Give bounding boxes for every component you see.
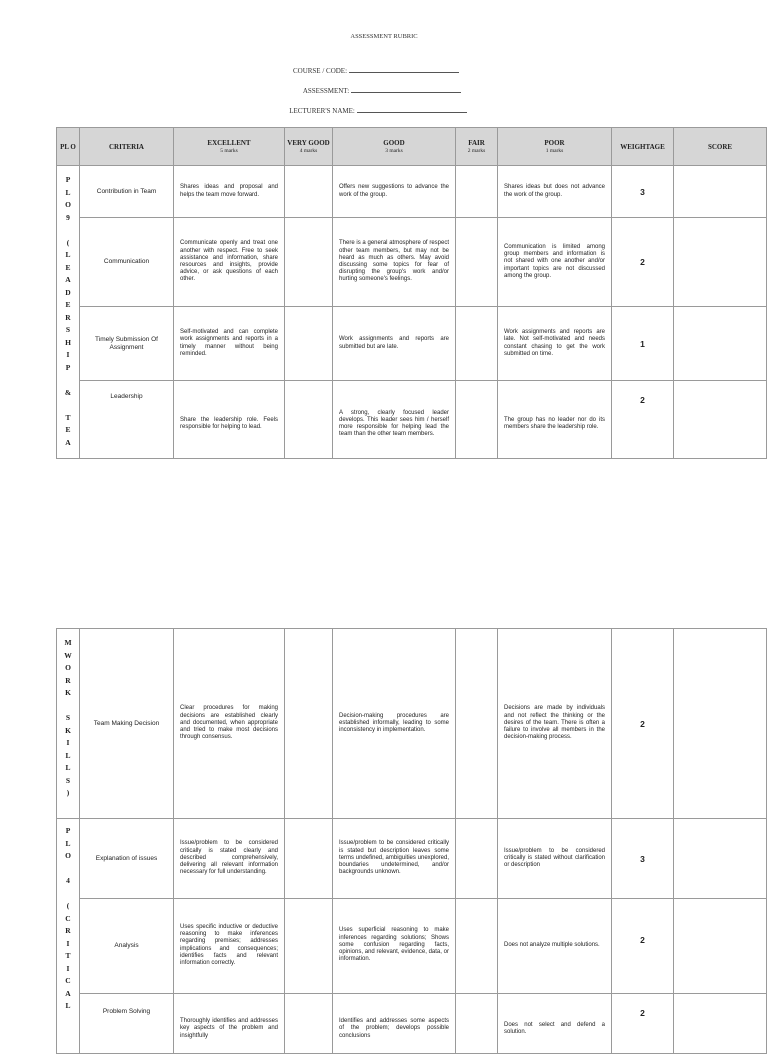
good-cell: Offers new suggestions to advance the work of the group. — [333, 166, 456, 218]
assessment-blank — [351, 86, 461, 93]
plo-cell-critical — [57, 819, 80, 1054]
table-row — [57, 381, 767, 459]
plo-letter: 9 — [66, 212, 70, 222]
plo-cell-teamwork — [57, 629, 80, 819]
plo-letter: L — [65, 838, 71, 848]
score-cell[interactable] — [674, 307, 767, 381]
col-plo: PL O — [57, 128, 80, 166]
plo-letters — [57, 637, 79, 800]
excellent-cell: Shares ideas and proposal and helps the team move forward. — [174, 166, 285, 218]
plo-letter: L — [65, 187, 71, 197]
poor-cell: Communication is limited among group members and information is not shared with one another and/or important topics are not discussed among the group. — [498, 218, 612, 307]
plo-letter: M — [64, 638, 72, 647]
poor-cell: Decisions are made by individuals and not reflect the thinking or the desires of the team. There is often a failure to involve all members in the decision-making process. — [498, 629, 612, 819]
very-good-cell — [285, 166, 333, 218]
plo-letter: L — [65, 763, 71, 772]
poor-cell: Issue/problem to be considered critically is stated without clarification or description — [498, 819, 612, 899]
header-row — [57, 128, 767, 166]
excellent-cell: Uses specific inductive or deductive reasoning to make inferences regarding premises; addresses implications and consequences; identifies facts and relevant information correctly. — [174, 899, 285, 994]
fair-cell — [456, 166, 498, 218]
very-good-cell — [285, 218, 333, 307]
plo-letter: K — [65, 688, 71, 697]
plo-letter: H — [65, 337, 71, 347]
plo-letter: R — [65, 675, 71, 685]
plo-letter: T — [65, 951, 71, 960]
plo-letter: R — [65, 926, 71, 935]
good-cell: Uses superficial reasoning to make inferences regarding solutions; Shows some confusion regarding facts, opinions, and relevant, evidence, data, or information. — [333, 899, 456, 994]
plo-letter: E — [65, 262, 71, 272]
excellent-cell: Communicate openly and treat one another with respect. Free to seek assistance and information, share resources and insights, provide advice, or ask questions of each other. — [174, 218, 285, 307]
plo-letter: S — [65, 775, 71, 785]
criteria-cell: Timely Submission Of Assignment — [80, 307, 174, 381]
very-good-cell — [285, 819, 333, 899]
weightage-cell: 2 — [612, 629, 674, 819]
plo-letter — [57, 888, 79, 901]
col-score: SCORE — [674, 128, 767, 166]
table-row — [57, 629, 767, 819]
rubric-table-2 — [56, 628, 767, 1054]
very-good-cell — [285, 629, 333, 819]
excellent-cell: Thoroughly identifies and addresses key aspects of the problem and insightfully — [174, 994, 285, 1054]
table-row — [57, 166, 767, 218]
score-cell[interactable] — [674, 166, 767, 218]
fair-cell — [456, 381, 498, 459]
assessment-label: ASSESSMENT: — [302, 87, 350, 95]
plo-letter: S — [65, 713, 71, 722]
plo-letter: ( — [66, 901, 70, 910]
score-cell[interactable] — [674, 629, 767, 819]
table-row — [57, 819, 767, 899]
score-cell[interactable] — [674, 218, 767, 307]
rubric-table-1 — [56, 127, 767, 459]
plo-letter: A — [65, 437, 71, 447]
criteria-cell: Contribution in Team — [80, 166, 174, 218]
plo-letter: P — [65, 175, 71, 184]
plo-letter: A — [65, 988, 71, 998]
page-title: ASSESSMENT RUBRIC — [350, 33, 418, 40]
plo-letter: C — [65, 913, 71, 923]
plo-letter: W — [64, 650, 72, 660]
col-criteria: CRITERIA — [80, 128, 174, 166]
fair-cell — [456, 307, 498, 381]
weightage-cell: 2 — [612, 218, 674, 307]
assessment-line — [0, 86, 766, 95]
plo-letter — [57, 863, 79, 876]
col-fair: FAIR 2 marks — [456, 128, 498, 166]
score-cell[interactable] — [674, 381, 767, 459]
very-good-cell — [285, 899, 333, 994]
very-good-cell — [285, 307, 333, 381]
col-weightage: WEIGHTAGE — [612, 128, 674, 166]
criteria-cell: Leadership — [80, 381, 174, 459]
plo-letter: T — [65, 412, 71, 422]
plo-letter: I — [66, 350, 70, 359]
course-code-label: COURSE / CODE: — [292, 67, 348, 75]
fair-cell — [456, 899, 498, 994]
good-cell: There is a general atmosphere of respect other team members, but may not be heard as much as others. May avoid discussing some topics for fear of disrupting the group's work and/or hurting someone's feelings. — [333, 218, 456, 307]
plo-letter: R — [65, 312, 71, 322]
plo-letters — [57, 825, 79, 1013]
fair-cell — [456, 629, 498, 819]
lecturer-name-blank — [357, 106, 467, 113]
plo-letter: I — [66, 963, 70, 973]
lecturer-line — [0, 106, 762, 115]
good-cell: Work assignments and reports are submitted but are late. — [333, 307, 456, 381]
plo-letter: K — [65, 725, 71, 735]
excellent-cell: Self-motivated and can complete work assignments and reports in a timely manner without being reminded. — [174, 307, 285, 381]
criteria-cell: Problem Solving — [80, 994, 174, 1054]
poor-cell: Work assignments and reports are late. Not self-motivated and needs constant chasing to get the work submitted on time. — [498, 307, 612, 381]
fair-cell — [456, 819, 498, 899]
weightage-cell: 3 — [612, 819, 674, 899]
poor-cell: Does not analyze multiple solutions. — [498, 899, 612, 994]
plo-letter: ) — [66, 788, 70, 797]
criteria-cell: Explanation of issues — [80, 819, 174, 899]
weightage-cell: 1 — [612, 307, 674, 381]
lecturer-name-label: LECTURER'S NAME: — [289, 107, 355, 115]
plo-letter: O — [65, 200, 71, 209]
table-row — [57, 899, 767, 994]
criteria-cell: Analysis — [80, 899, 174, 994]
excellent-cell: Share the leadership role. Feels responsible for helping to lead. — [174, 381, 285, 459]
fair-cell — [456, 218, 498, 307]
col-excellent: EXCELLENT 5 marks — [174, 128, 285, 166]
plo-letter: E — [65, 425, 71, 434]
plo-letter: S — [65, 325, 71, 334]
poor-cell: Does not select and defend a solution. — [498, 994, 612, 1054]
score-cell[interactable] — [674, 819, 767, 899]
plo-letter: ( — [66, 237, 70, 247]
weightage-cell: 2 — [612, 994, 674, 1054]
col-very-good: VERY GOOD 4 marks — [285, 128, 333, 166]
plo-letter: P — [65, 826, 71, 835]
plo-letter: O — [65, 851, 71, 860]
good-cell: Identifies and addresses some aspects of the problem; develops possible conclusions — [333, 994, 456, 1054]
plo-letter: A — [65, 275, 71, 284]
good-cell: Decision-making procedures are established informally, leading to some inconsistency in implementation. — [333, 629, 456, 819]
criteria-cell: Team Making Decision — [80, 629, 174, 819]
excellent-cell: Issue/problem to be considered critically is stated clearly and described comprehensively, delivering all relevant information necessary for full understanding. — [174, 819, 285, 899]
course-code-line — [0, 66, 760, 75]
plo-letter — [57, 374, 79, 387]
plo-letter: & — [64, 387, 72, 397]
plo-letters — [57, 174, 79, 449]
plo-letter — [57, 700, 79, 713]
plo-letter: I — [66, 738, 70, 747]
plo-letter: 4 — [66, 876, 70, 885]
plo-letter: E — [65, 300, 71, 309]
weightage-cell: 2 — [612, 381, 674, 459]
plo-letter: D — [65, 287, 71, 297]
good-cell: Issue/problem to be considered critically is stated but description leaves some terms undefined, ambiguities unexplored, boundaries undetermined, and/or backgrounds unknown. — [333, 819, 456, 899]
very-good-cell — [285, 381, 333, 459]
plo-letter — [57, 399, 79, 412]
plo-letter: I — [66, 938, 70, 948]
plo-letter: L — [65, 1001, 71, 1010]
criteria-cell: Communication — [80, 218, 174, 307]
plo-letter: L — [65, 250, 71, 259]
weightage-cell: 3 — [612, 166, 674, 218]
plo-letter: O — [65, 663, 71, 672]
poor-cell: The group has no leader nor do its members share the leadership role. — [498, 381, 612, 459]
excellent-cell: Clear procedures for making decisions are established clearly and documented, when appropriate and tried to make most decisions through consensus. — [174, 629, 285, 819]
good-cell: A strong, clearly focused leader develops. This leader sees him / herself more responsible for helping lead the team than the other team members. — [333, 381, 456, 459]
score-cell[interactable] — [674, 899, 767, 994]
plo-letter: L — [65, 750, 71, 760]
col-poor: POOR 1 marks — [498, 128, 612, 166]
weightage-cell: 2 — [612, 899, 674, 994]
plo-letter: C — [65, 976, 71, 985]
plo-letter: P — [65, 362, 71, 372]
plo-letter — [57, 224, 79, 237]
poor-cell: Shares ideas but does not advance the work of the group. — [498, 166, 612, 218]
course-code-blank — [349, 66, 459, 73]
plo-cell-leadership — [57, 166, 80, 459]
col-good: GOOD 3 marks — [333, 128, 456, 166]
table-row — [57, 307, 767, 381]
table-row — [57, 218, 767, 307]
